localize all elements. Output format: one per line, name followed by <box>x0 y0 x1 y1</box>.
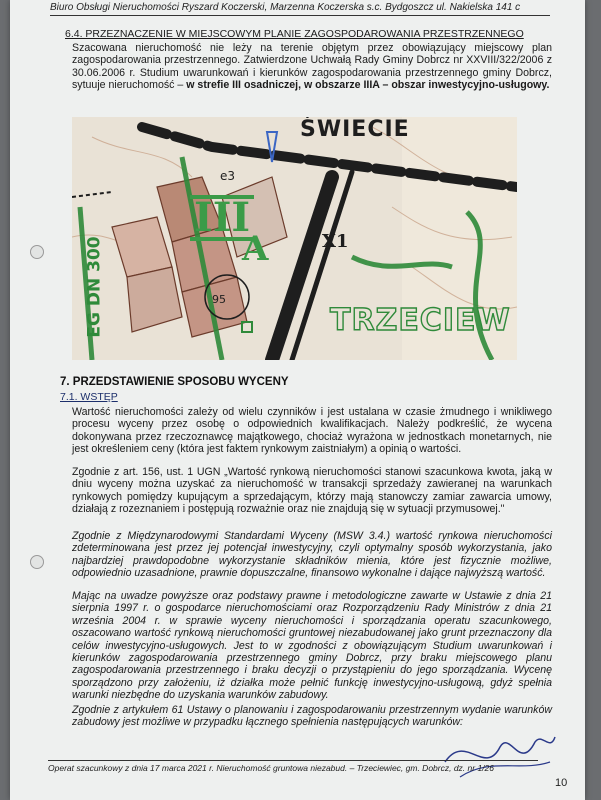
paragraph-4: Mając na uwadze powyższe oraz podstawy prawne i metodologiczne zawarte w Ustawie z dnia 21 sierpnia 1997 r. o gospodarce nieruchomościami oraz Rozporządzeniu Rady Ministrów z dnia 21 września 2004 r. w sprawie wyceny nieruchomości i sporządzania operatu szacunkowego, oszacowano wartość rynkową nieruchomości gruntowej niezabudowanej jako grunt przeznaczony dla celów inwestycyjno-usługowych. Jest to w zgodności z obowiązującym Studium uwarunkowań i kierunków zagospodarowania przestrzennego gminy Dobrcz, przy braku miejscowego planu zagospodarowania przestrzennego i braku decyzji o przystąpieniu do jego sporządzania. Wycenę sporządzono przy założeniu, iż działka może pełnić funkcję inwestycyjno-usługową, gdyż spełnia warunki niezbędne do uzyskania warunków zabudowy. <box>72 590 552 702</box>
page-number: 10 <box>555 777 568 789</box>
handwritten-signature <box>440 722 560 782</box>
map-label-zone: III <box>190 195 254 241</box>
section-7-1-title: 7.1. WSTĘP <box>60 391 118 403</box>
page-header: Biuro Obsługi Nieruchomości Ryszard Koczerski, Marzenna Koczerska s.c. Bydgoszcz ul. Nakielska 141 c <box>50 2 550 16</box>
binder-hole <box>30 245 44 259</box>
page-footer: Operat szacunkowy z dnia 17 marca 2021 r. Nieruchomość gruntowa niezabud. – Trzeciewiec, gm. Dobrcz, dz. nr 1/26 <box>48 760 538 773</box>
map-label-swiecie: ŚWIECIE <box>300 117 410 142</box>
section-6-4-text <box>72 42 552 92</box>
section-6-4-title: 6.4. PRZEZNACZENIE W MIEJSCOWYM PLANIE ZAGOSPODAROWANIA PRZESTRZENNEGO <box>65 28 524 40</box>
paragraph-3: Zgodnie z Międzynarodowymi Standardami Wyceny (MSW 3.4.) wartość rynkowa nieruchomości zdeterminowana jest przez jej potencjał inwestycyjny, czyli optymalny sposób wykorzystania, jako najbardziej prawdopodobne wykorzystanie składników mienia, które jest fizycznie możliwe, odpowiednio uzasadnione, prawnie dopuszczalne, finansowo wykonalne i dające najwyższą wartość. <box>72 530 552 580</box>
binder-hole <box>30 555 44 569</box>
section-6-4-bold: w strefie III osadniczej, w obszarze IIIA – obszar inwestycyjno-usługowy. <box>186 79 550 92</box>
section-7-title: 7. PRZEDSTAWIENIE SPOSOBU WYCENY <box>60 376 289 388</box>
map-label-e3: e3 <box>220 169 236 183</box>
map-label-zone-sub: A <box>242 229 269 269</box>
map-label-eg: EG DN 300 <box>84 236 105 338</box>
section-6-4-plain: Szacowana nieruchomość nie leży na terenie objętym przez obowiązujący miejscowy plan zagospodarowania przestrzennego. Zatwierdzone Uchwałą Rady Gminy Dobrcz nr XXVIII/322/2006 z 30.06.2006 r. Studium uwarunkowań i kierunków zagospodarowania przestrzennego gminy Dobrcz, sytuuje nieruchomość – <box>72 42 552 92</box>
map-label-x1: X1 <box>322 231 349 252</box>
paragraph-5: Zgodnie z artykułem 61 Ustawy o planowaniu i zagospodarowaniu przestrzennym wydanie warunków zabudowy jest możliwe w przypadku łącznego spełnienia następujących warunków: <box>72 704 552 729</box>
map-label-trzeciew: TRZECIEW <box>330 303 511 338</box>
map-label-95: 95 <box>212 293 226 306</box>
study-map <box>72 117 517 360</box>
document-page <box>10 0 585 800</box>
paragraph-1: Wartość nieruchomości zależy od wielu czynników i jest ustalana w czasie żmudnego i wnikliwego procesu wyceny przez osobę o odpowiednich kwalifikacjach. Należy podkreślić, że wycena dokonywana przez rzeczoznawcę majątkowego, chociaż wyrażona w jednostkach monetarnych, nie jest określeniem ceny (która jest faktem rynkowym zaistniałym) a opinią o wartości. <box>72 406 552 456</box>
paragraph-2: Zgodnie z art. 156, ust. 1 UGN „Wartość rynkową nieruchomości stanowi szacunkowa kwota, jaką w dniu wyceny można uzyskać za nieruchomość w transakcji sprzedaży zawieranej na warunkach rynkowych pomiędzy kupującym a sprzedającym, którzy mają stanowczy zamiar zawarcia umowy, działają z rozeznaniem i postępują rozważnie oraz nie znajdują się w sytuacji przymusowej." <box>72 466 552 516</box>
